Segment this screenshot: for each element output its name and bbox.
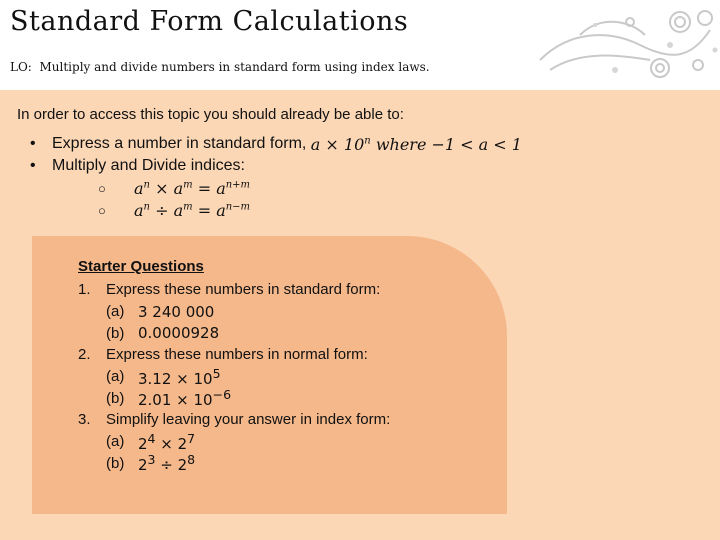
circle-bullet-icon: ○ — [98, 202, 106, 218]
index-law: ○ $a^n \times a^m = a^{n+m}$ — [98, 178, 251, 198]
prerequisite-item — [30, 133, 522, 155]
prerequisite-list — [30, 133, 522, 221]
starter-questions — [78, 258, 390, 474]
bullet-icon: • — [30, 157, 36, 174]
question-part: (b) 0.0000928 — [106, 324, 220, 343]
question-part: (a) $3.12 \times 10^5$ — [106, 365, 221, 388]
learning-objective — [10, 60, 430, 74]
swirl-ornament-icon — [520, 0, 720, 90]
circle-bullet-icon: ○ — [98, 180, 106, 196]
question-part: (b) $2^3 \div 2^8$ — [106, 452, 196, 475]
prereq-math: $a \times 10^n$ where −1 < a < 1 — [310, 134, 522, 154]
prerequisite-intro: In order to access this topic you should already be able to: — [17, 106, 404, 123]
lo-label: LO: — [10, 60, 32, 74]
question-part: (a) $2^4 \times 2^7$ — [106, 430, 196, 453]
header — [0, 0, 720, 90]
bullet-icon: • — [30, 135, 36, 152]
prereq-text: Express a number in standard form, — [52, 135, 307, 152]
page-title: Standard Form Calculations — [10, 6, 409, 37]
question-part: (b) $2.01 \times 10^{-6}$ — [106, 387, 232, 410]
lo-text: Multiply and divide numbers in standard form using index laws. — [39, 60, 430, 74]
prerequisite-item — [30, 155, 522, 177]
starter-heading: Starter Questions — [78, 258, 204, 275]
question: 3. Simplify leaving your answer in index form: — [78, 411, 391, 429]
question-part: (a) 3 240 000 — [106, 302, 215, 321]
index-law: ○ $a^n \div a^m = a^{n-m}$ — [98, 200, 251, 220]
question: 2. Express these numbers in normal form: — [78, 346, 368, 364]
prereq-text: Multiply and Divide indices: — [52, 157, 245, 174]
question: 1. Express these numbers in standard form: — [78, 281, 381, 299]
